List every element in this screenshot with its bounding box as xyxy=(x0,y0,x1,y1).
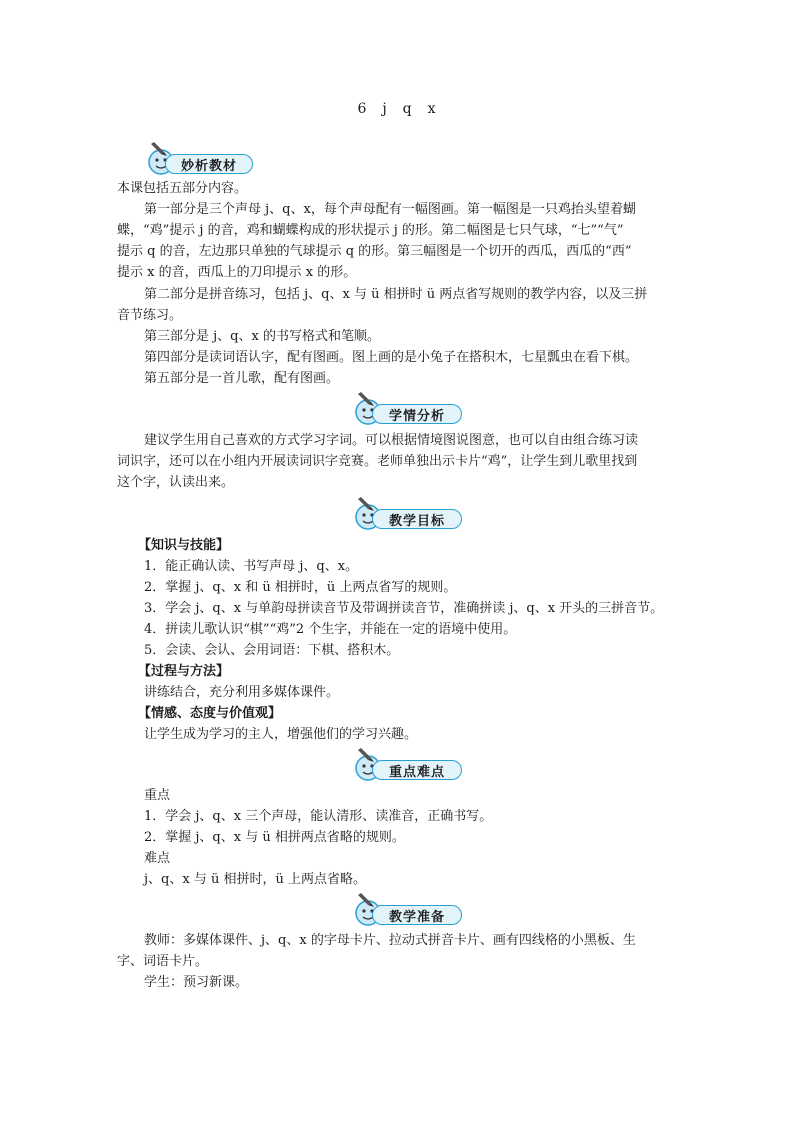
subheading: 【情感、态度与价值观】 xyxy=(138,706,282,721)
text-line: 讲练结合，充分利用多媒体课件。 xyxy=(144,685,340,700)
text-line: 蝶，“鸡”提示 j 的音，鸡和蝴蝶构成的形状提示 j 的形。第二幅图是七只气球，“七”“气” xyxy=(117,223,624,238)
text-line: 第二部分是拼音练习，包括 j、q、x 与 ü 相拼时 ü 两点省写规则的教学内容，以及三拼 xyxy=(144,287,648,302)
section-badge-prep xyxy=(352,897,462,931)
text-line: 第三部分是 j、q、x 的书写格式和笔顺。 xyxy=(144,329,380,344)
text-line: 1．学会 j、q、x 三个声母，能认清形、读准音，正确书写。 xyxy=(144,809,493,824)
text-line: j、q、x 与 ü 相拼时，ü 上两点省略。 xyxy=(144,872,366,887)
text-line: 2．掌握 j、q、x 和 ü 相拼时，ü 上两点省写的规则。 xyxy=(144,580,457,595)
text-line: 本课包括五部分内容。 xyxy=(117,181,248,196)
subheading: 【知识与技能】 xyxy=(138,538,230,553)
text-line: 1．能正确认读、书写声母 j、q、x。 xyxy=(144,559,359,574)
page-title: 6 j q x xyxy=(357,101,437,117)
text-line: 字、词语卡片。 xyxy=(117,954,209,969)
text-line: 第一部分是三个声母 j、q、x，每个声母配有一幅图画。第一幅图是一只鸡抬头望着蝴 xyxy=(144,202,636,217)
subheading: 重点 xyxy=(144,788,171,803)
text-line: 提示 x 的音，西瓜上的刀印提示 x 的形。 xyxy=(117,265,357,280)
text-line: 4．拼读儿歌认识“棋”“鸡”2 个生字，并能在一定的语境中使用。 xyxy=(144,622,517,637)
text-line: 词识字，还可以在小组内开展读词识字竞赛。老师单独出示卡片“鸡”，让学生到儿歌里找到 xyxy=(117,454,638,469)
section-badge-goals xyxy=(352,501,462,535)
section-label: 学情分析 xyxy=(372,404,462,424)
text-line: 第五部分是一首儿歌，配有图画。 xyxy=(144,371,340,386)
text-line: 第四部分是读词语认字，配有图画。图上画的是小兔子在搭积木，七星瓢虫在看下棋。 xyxy=(144,350,639,365)
text-line: 这个字，认读出来。 xyxy=(117,475,235,490)
text-line: 音节练习。 xyxy=(117,308,183,323)
text-line: 建议学生用自己喜欢的方式学习字词。可以根据情境图说图意，也可以自由组合练习读 xyxy=(144,433,639,448)
section-badge-learner xyxy=(352,396,462,430)
text-line: 2．掌握 j、q、x 与 ü 相拼两点省略的规则。 xyxy=(144,830,405,845)
text-line: 让学生成为学习的主人，增强他们的学习兴趣。 xyxy=(144,727,418,742)
text-line: 学生：预习新课。 xyxy=(144,975,249,990)
subheading: 难点 xyxy=(144,851,171,866)
text-line: 5．会读、会认、会用词语：下棋、搭积木。 xyxy=(144,643,400,658)
section-label: 教学准备 xyxy=(372,905,462,925)
text-line: 教师：多媒体课件、j、q、x 的字母卡片、拉动式拼音卡片、画有四线格的小黑板、生 xyxy=(144,933,636,948)
section-badge-analysis xyxy=(145,146,255,180)
section-badge-keypoints xyxy=(352,752,462,786)
section-label: 教学目标 xyxy=(372,509,462,529)
text-line: 提示 q 的音，左边那只单独的气球提示 q 的形。第三幅图是一个切开的西瓜，西瓜的“西” xyxy=(117,244,632,259)
subheading: 【过程与方法】 xyxy=(138,664,230,679)
section-label: 妙析教材 xyxy=(165,154,253,174)
text-line: 3．学会 j、q、x 与单韵母拼读音节及带调拼读音节，准确拼读 j、q、x 开头的三拼音节。 xyxy=(144,601,664,616)
section-label: 重点难点 xyxy=(372,760,462,780)
